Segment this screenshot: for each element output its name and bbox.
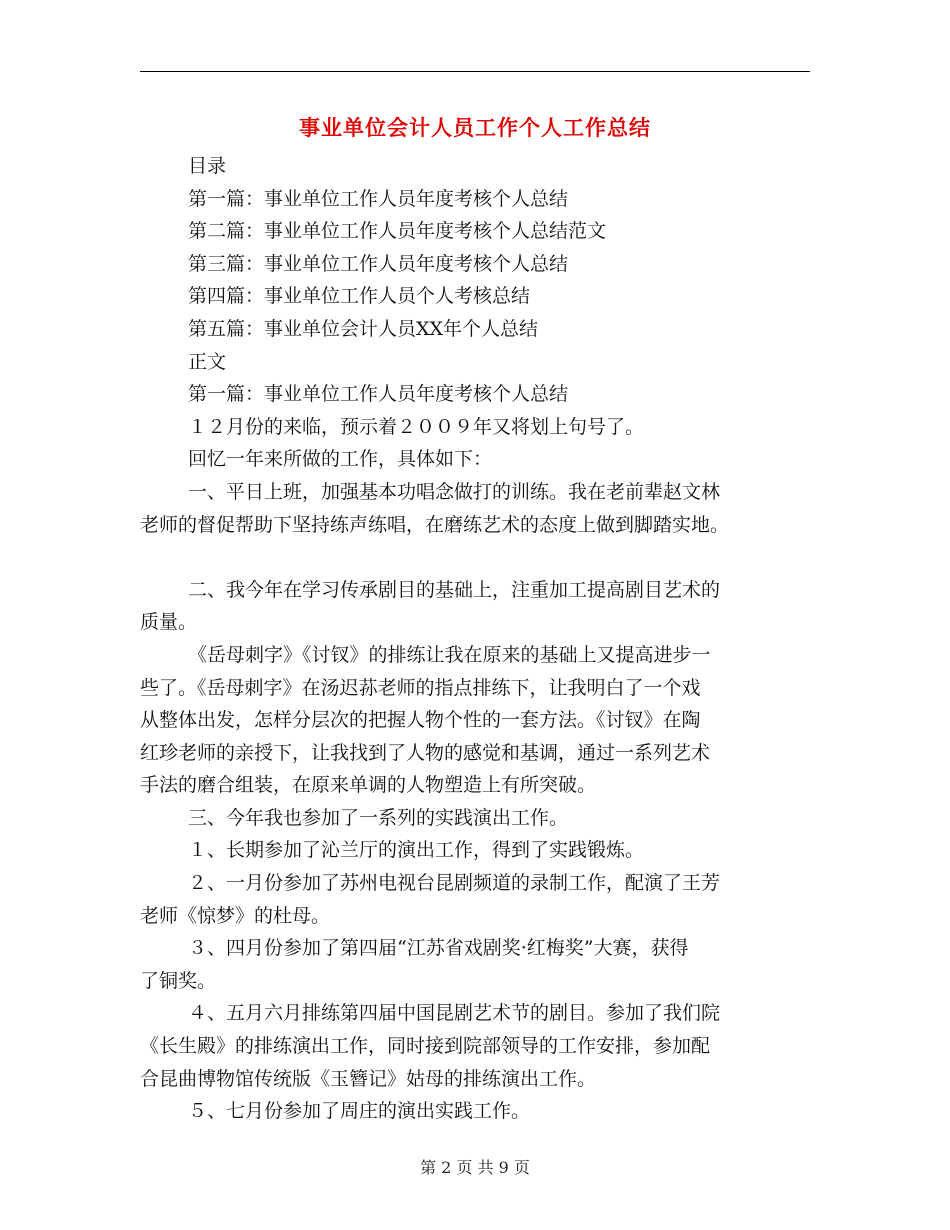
blank-line xyxy=(140,541,810,574)
paragraph-line: 二、我今年在学习传承剧目的基础上，注重加工提高剧目艺术的 xyxy=(188,578,721,601)
header-rule xyxy=(140,71,810,72)
paragraph xyxy=(140,476,810,541)
paragraph-line: １、长期参加了沁兰厅的演出工作，得到了实践锻炼。 xyxy=(188,839,645,862)
paragraph xyxy=(140,932,810,997)
paragraph-line: １２月份的来临，预示着２００９年又将划上句号了。 xyxy=(188,415,645,438)
paragraph xyxy=(140,411,810,444)
paragraph-line: 回忆一年来所做的工作，具体如下： xyxy=(188,448,493,471)
paragraph-line: ４、五月六月排练第四届中国昆剧艺术节的剧目。参加了我们院 xyxy=(188,1002,721,1025)
page-footer: 第 2 页 共 9 页 xyxy=(420,1158,530,1177)
paragraph-line: 《长生殿》的排练演出工作，同时接到院部领导的工作安排，参加配 xyxy=(140,1035,711,1058)
toc-item: 第三篇：事业单位工作人员年度考核个人总结 xyxy=(188,252,569,275)
toc-heading: 目录 xyxy=(188,155,227,177)
paragraph xyxy=(140,443,810,476)
document-title: 事业单位会计人员工作个人工作总结 xyxy=(299,115,651,140)
paragraph-line: 老师的督促帮助下坚持练声练唱，在磨练艺术的态度上做到脚踏实地。 xyxy=(140,513,730,536)
paragraph-line: 老师《惊梦》的杜母。 xyxy=(140,904,331,927)
paragraph-line: 些了。《岳母刺字》在汤迟荪老师的指点排练下，让我明白了一个戏 xyxy=(140,676,701,699)
paragraph xyxy=(140,802,810,835)
section-title: 第一篇：事业单位工作人员年度考核个人总结 xyxy=(188,383,569,406)
paragraph-line: ２、一月份参加了苏州电视台昆剧频道的录制工作，配演了王芳 xyxy=(188,872,721,895)
body-heading: 正文 xyxy=(188,350,227,373)
paragraph-line: 一、平日上班，加强基本功唱念做打的训练。我在老前辈赵文林 xyxy=(188,480,721,503)
paragraph-line: ５、七月份参加了周庄的演出实践工作。 xyxy=(188,1100,531,1123)
toc-item: 第二篇：事业单位工作人员年度考核个人总结范文 xyxy=(188,220,607,243)
paragraph-line: 《岳母刺字》《讨钗》的排练让我在原来的基础上又提高进步一 xyxy=(188,643,711,666)
paragraph-line: 质量。 xyxy=(140,611,198,634)
paragraph-line: ３、四月份参加了第四届“江苏省戏剧奖·红梅奖”大赛，获得 xyxy=(188,937,689,960)
paragraph-line: 三、今年我也参加了一系列的实践演出工作。 xyxy=(188,806,569,829)
document-body xyxy=(140,150,810,1128)
paragraph xyxy=(140,997,810,1095)
paragraph-line: 合昆曲博物馆传统版《玉簪记》姑母的排练演出工作。 xyxy=(140,1067,597,1090)
paragraph xyxy=(140,867,810,932)
paragraph-line: 了铜奖。 xyxy=(140,969,217,992)
paragraph xyxy=(140,1095,810,1128)
toc-item: 第一篇：事业单位工作人员年度考核个人总结 xyxy=(188,187,569,210)
paragraph-line: 红珍老师的亲授下，让我找到了人物的感觉和基调，通过一系列艺术 xyxy=(140,741,711,764)
paragraph-line: 手法的磨合组装，在原来单调的人物塑造上有所突破。 xyxy=(140,774,597,797)
paragraph-line: 从整体出发，怎样分层次的把握人物个性的一套方法。《讨钗》在陶 xyxy=(140,709,701,732)
paragraph xyxy=(140,834,810,867)
paragraph xyxy=(140,639,810,802)
toc-item: 第四篇：事业单位工作人员个人考核总结 xyxy=(188,285,531,308)
toc-item: 第五篇：事业单位会计人员XX年个人总结 xyxy=(188,317,539,340)
paragraph xyxy=(140,574,810,639)
